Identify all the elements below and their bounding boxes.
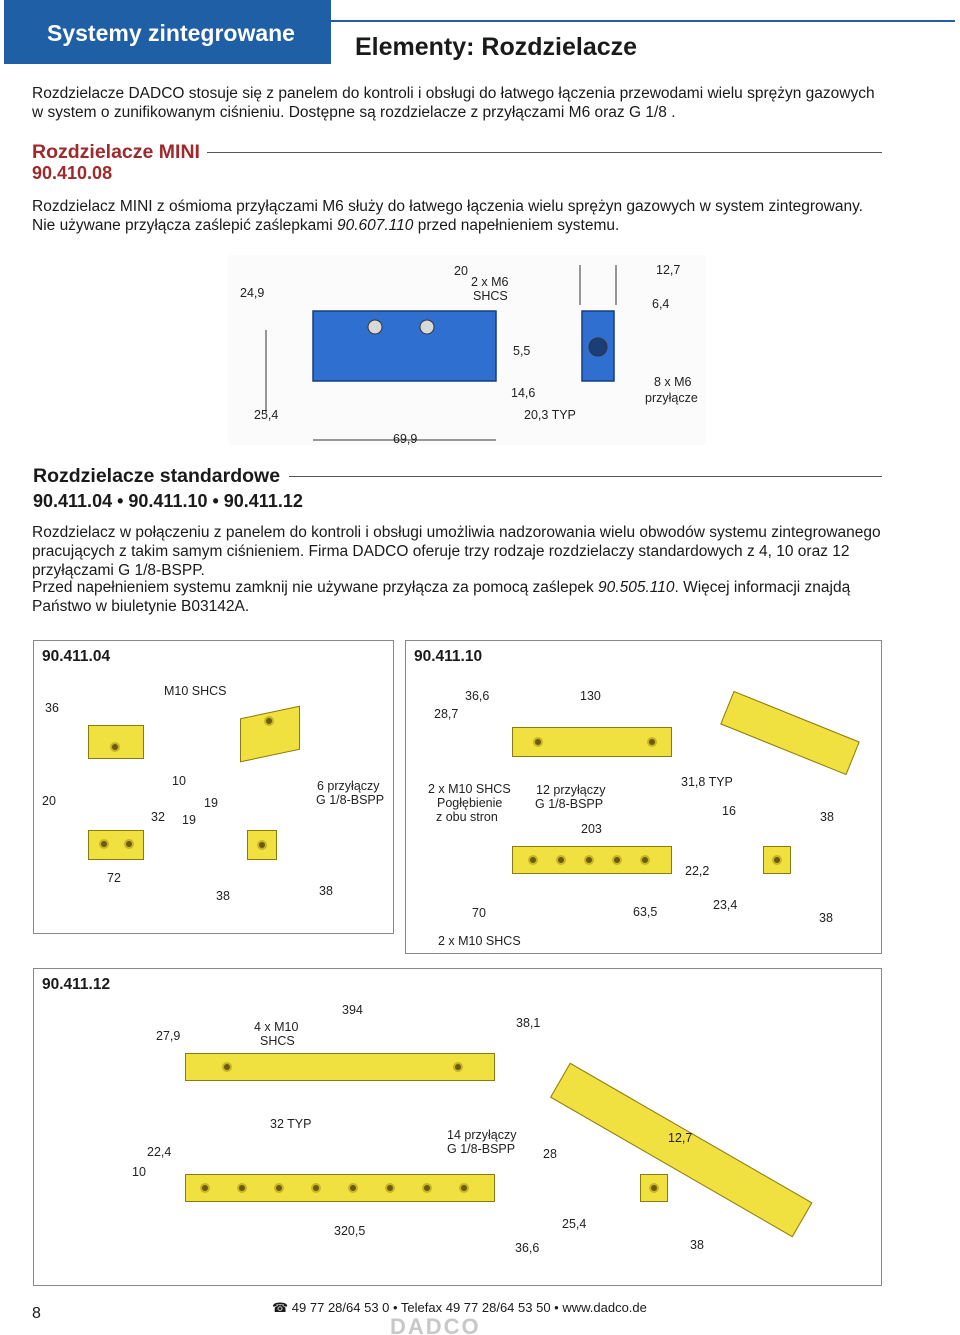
header-rule xyxy=(331,20,955,22)
box-04-port-2 xyxy=(124,839,134,849)
box-12-port-1 xyxy=(200,1183,210,1193)
mini-plug-code: 90.607.110 xyxy=(336,217,414,234)
box-12-title: 90.411.12 xyxy=(42,976,111,993)
box-10-label-g18: G 1/8-BSPP xyxy=(535,797,604,811)
box-04-dim-38a: 38 xyxy=(216,889,230,903)
dadco-logo: DADCO xyxy=(390,1314,481,1335)
box-12-side-port xyxy=(649,1183,659,1193)
box-04-dim-36: 36 xyxy=(45,701,59,715)
box-12-bolt-1 xyxy=(222,1062,232,1072)
mini-dim-24-9: 24,9 xyxy=(240,286,265,300)
mini-manifold-svg xyxy=(228,255,706,445)
standard-codes: 90.411.04 • 90.411.10 • 90.411.12 xyxy=(33,491,303,511)
mini-dim-5-5: 5,5 xyxy=(513,344,531,358)
standard-heading: Rozdzielacze standardowe xyxy=(33,465,281,487)
box-10-label-poglebienie: Pogłębienie xyxy=(437,796,503,810)
standard-p2-b: . Więcej informacji znajdą Państwo w biuletynie B03142A. xyxy=(32,579,851,615)
mini-text-2: przed napełnieniem systemu. xyxy=(413,217,620,234)
box-12-dim-38-1: 38,1 xyxy=(516,1016,541,1030)
box-10-dim-130: 130 xyxy=(580,689,601,703)
box-12-port-6 xyxy=(385,1183,395,1193)
box-12-dim-36-6: 36,6 xyxy=(515,1241,540,1255)
mini-dim-12-7: 12,7 xyxy=(656,263,681,277)
mini-heading-rule xyxy=(207,152,882,153)
box-04-side-port xyxy=(257,840,267,850)
mini-dim-6-4: 6,4 xyxy=(652,297,670,311)
mini-code: 90.410.08 xyxy=(32,163,113,183)
mini-bolt-1 xyxy=(368,320,382,334)
box-12-port-2 xyxy=(237,1183,247,1193)
mini-label-8xm6: 8 x M6 xyxy=(654,375,692,389)
mini-text-1: Rozdzielacz MINI z ośmioma przyłączami M6 służy do łatwego łączenia wielu sprężyn gazowych w system zintegrowany. Nie używane przyłącza zaślepić zaślepkami xyxy=(32,198,863,234)
mini-paragraph xyxy=(32,197,882,235)
box-12-front-view xyxy=(185,1174,495,1202)
box-04-port-1 xyxy=(99,839,109,849)
box-10-dim-36-6: 36,6 xyxy=(465,689,490,703)
box-12-dim-394: 394 xyxy=(342,1003,363,1017)
box-12-label-14p: 14 przyłączy xyxy=(447,1128,517,1142)
box-10-port-2 xyxy=(556,855,566,865)
mini-dim-25-4: 25,4 xyxy=(254,408,279,422)
box-04-dim-38b: 38 xyxy=(319,884,333,898)
box-10-dim-203: 203 xyxy=(581,822,602,836)
box-90-411-12 xyxy=(33,968,882,1286)
box-12-dim-12-7: 12,7 xyxy=(668,1131,693,1145)
mini-dim-20: 20 xyxy=(454,264,468,278)
box-10-label-zobu: z obu stron xyxy=(436,810,498,824)
box-04-dim-32: 32 xyxy=(151,810,165,824)
mini-bolt-2 xyxy=(420,320,434,334)
box-10-dim-23-4: 23,4 xyxy=(713,898,738,912)
box-12-dim-32-typ: 32 TYP xyxy=(270,1117,312,1131)
box-12-label-4xm10: 4 x M10 xyxy=(254,1020,299,1034)
box-12-dim-10: 10 xyxy=(132,1165,146,1179)
box-10-port-4 xyxy=(612,855,622,865)
box-04-dim-10: 10 xyxy=(172,774,186,788)
box-12-dim-22-4: 22,4 xyxy=(147,1145,172,1159)
footer-contact: ☎ 49 77 28/64 53 0 • Telefax 49 77 28/64 53 50 • www.dadco.de xyxy=(272,1300,647,1315)
section-tab: Systemy zintegrowane xyxy=(4,0,331,64)
box-04-bolt-hole xyxy=(110,742,120,752)
box-04-dim-20: 20 xyxy=(42,794,56,808)
box-12-port-5 xyxy=(348,1183,358,1193)
box-12-label-shcs: SHCS xyxy=(260,1034,295,1048)
box-12-port-8 xyxy=(459,1183,469,1193)
box-04-dim-19a: 19 xyxy=(204,796,218,810)
box-10-label-2xm10b: 2 x M10 SHCS xyxy=(438,934,521,948)
box-10-dim-70: 70 xyxy=(472,906,486,920)
box-10-bolt-1 xyxy=(533,737,543,747)
page-number: 8 xyxy=(32,1305,41,1322)
box-12-dim-28: 28 xyxy=(543,1147,557,1161)
box-10-dim-63-5: 63,5 xyxy=(633,905,658,919)
mini-label-shcs: SHCS xyxy=(473,289,508,303)
mini-heading: Rozdzielacze MINI xyxy=(32,141,200,163)
mini-manifold-front xyxy=(313,311,496,381)
box-04-label-m10: M10 SHCS xyxy=(164,684,227,698)
box-10-port-3 xyxy=(584,855,594,865)
box-10-dim-22-2: 22,2 xyxy=(685,864,710,878)
box-12-port-7 xyxy=(422,1183,432,1193)
box-12-dim-320-5: 320,5 xyxy=(334,1224,366,1238)
box-12-dim-27-9: 27,9 xyxy=(156,1029,181,1043)
box-10-dim-28-7: 28,7 xyxy=(434,707,459,721)
box-10-label-2xm10: 2 x M10 SHCS xyxy=(428,782,511,796)
standard-heading-rule xyxy=(289,476,882,477)
box-10-title: 90.411.10 xyxy=(414,648,483,665)
standard-plug-code: 90.505.110 xyxy=(598,579,675,596)
box-04-dim-19b: 19 xyxy=(182,813,196,827)
box-10-dim-31-8: 31,8 TYP xyxy=(681,775,733,789)
box-04-front-view xyxy=(88,830,144,860)
box-10-dim-16: 16 xyxy=(722,804,736,818)
box-10-label-12p: 12 przyłączy xyxy=(536,783,606,797)
standard-paragraph-2 xyxy=(32,578,882,616)
box-12-dim-38: 38 xyxy=(690,1238,704,1252)
mini-dim-14-6: 14,6 xyxy=(511,386,536,400)
mini-label-2xm6: 2 x M6 xyxy=(471,275,509,289)
box-12-port-4 xyxy=(311,1183,321,1193)
box-12-label-g18: G 1/8-BSPP xyxy=(447,1142,516,1156)
box-04-title: 90.411.04 xyxy=(42,648,111,665)
standard-p2-a: Przed napełnieniem systemu zamknij nie używane przyłącza za pomocą zaślepek xyxy=(32,579,599,596)
box-10-port-1 xyxy=(528,855,538,865)
box-04-label-6p: 6 przyłączy xyxy=(317,779,380,793)
box-10-dim-38b: 38 xyxy=(819,911,833,925)
mini-side-port xyxy=(589,338,607,356)
standard-paragraph-1: Rozdzielacz w połączeniu z panelem do kontroli i obsługi umożliwia nadzorowania wielu obwodów systemu zintegrowanego pracujących z takim samym ciśnieniem. Firma DADCO oferuje trzy rodzaje rozdzielaczy standardowych z 4, 10 oraz 12 przyłączami G 1/8-BSPP. xyxy=(32,524,881,579)
mini-label-przylacze: przyłącze xyxy=(645,391,698,405)
page-title: Elementy: Rozdzielacze xyxy=(355,33,638,61)
box-04-dim-72: 72 xyxy=(107,871,121,885)
box-10-side-port xyxy=(772,855,782,865)
box-10-port-5 xyxy=(640,855,650,865)
box-10-bolt-2 xyxy=(647,737,657,747)
box-12-port-3 xyxy=(274,1183,284,1193)
box-12-bolt-2 xyxy=(453,1062,463,1072)
intro-paragraph: Rozdzielacze DADCO stosuje się z panelem do kontroli i obsługi do łatwego łączenia przewodami wielu sprężyn gazowych w system o zunifikowanym ciśnieniu. Dostępne są rozdzielacze z przyłączami M6 oraz G 1/8 . xyxy=(32,85,875,121)
box-04-iso-port xyxy=(264,716,274,726)
mini-dim-69-9: 69,9 xyxy=(393,432,418,446)
box-04-label-g18: G 1/8-BSPP xyxy=(316,793,385,807)
box-12-dim-25-4: 25,4 xyxy=(562,1217,587,1231)
mini-dim-20-3-typ: 20,3 TYP xyxy=(524,408,576,422)
box-10-dim-38a: 38 xyxy=(820,810,834,824)
